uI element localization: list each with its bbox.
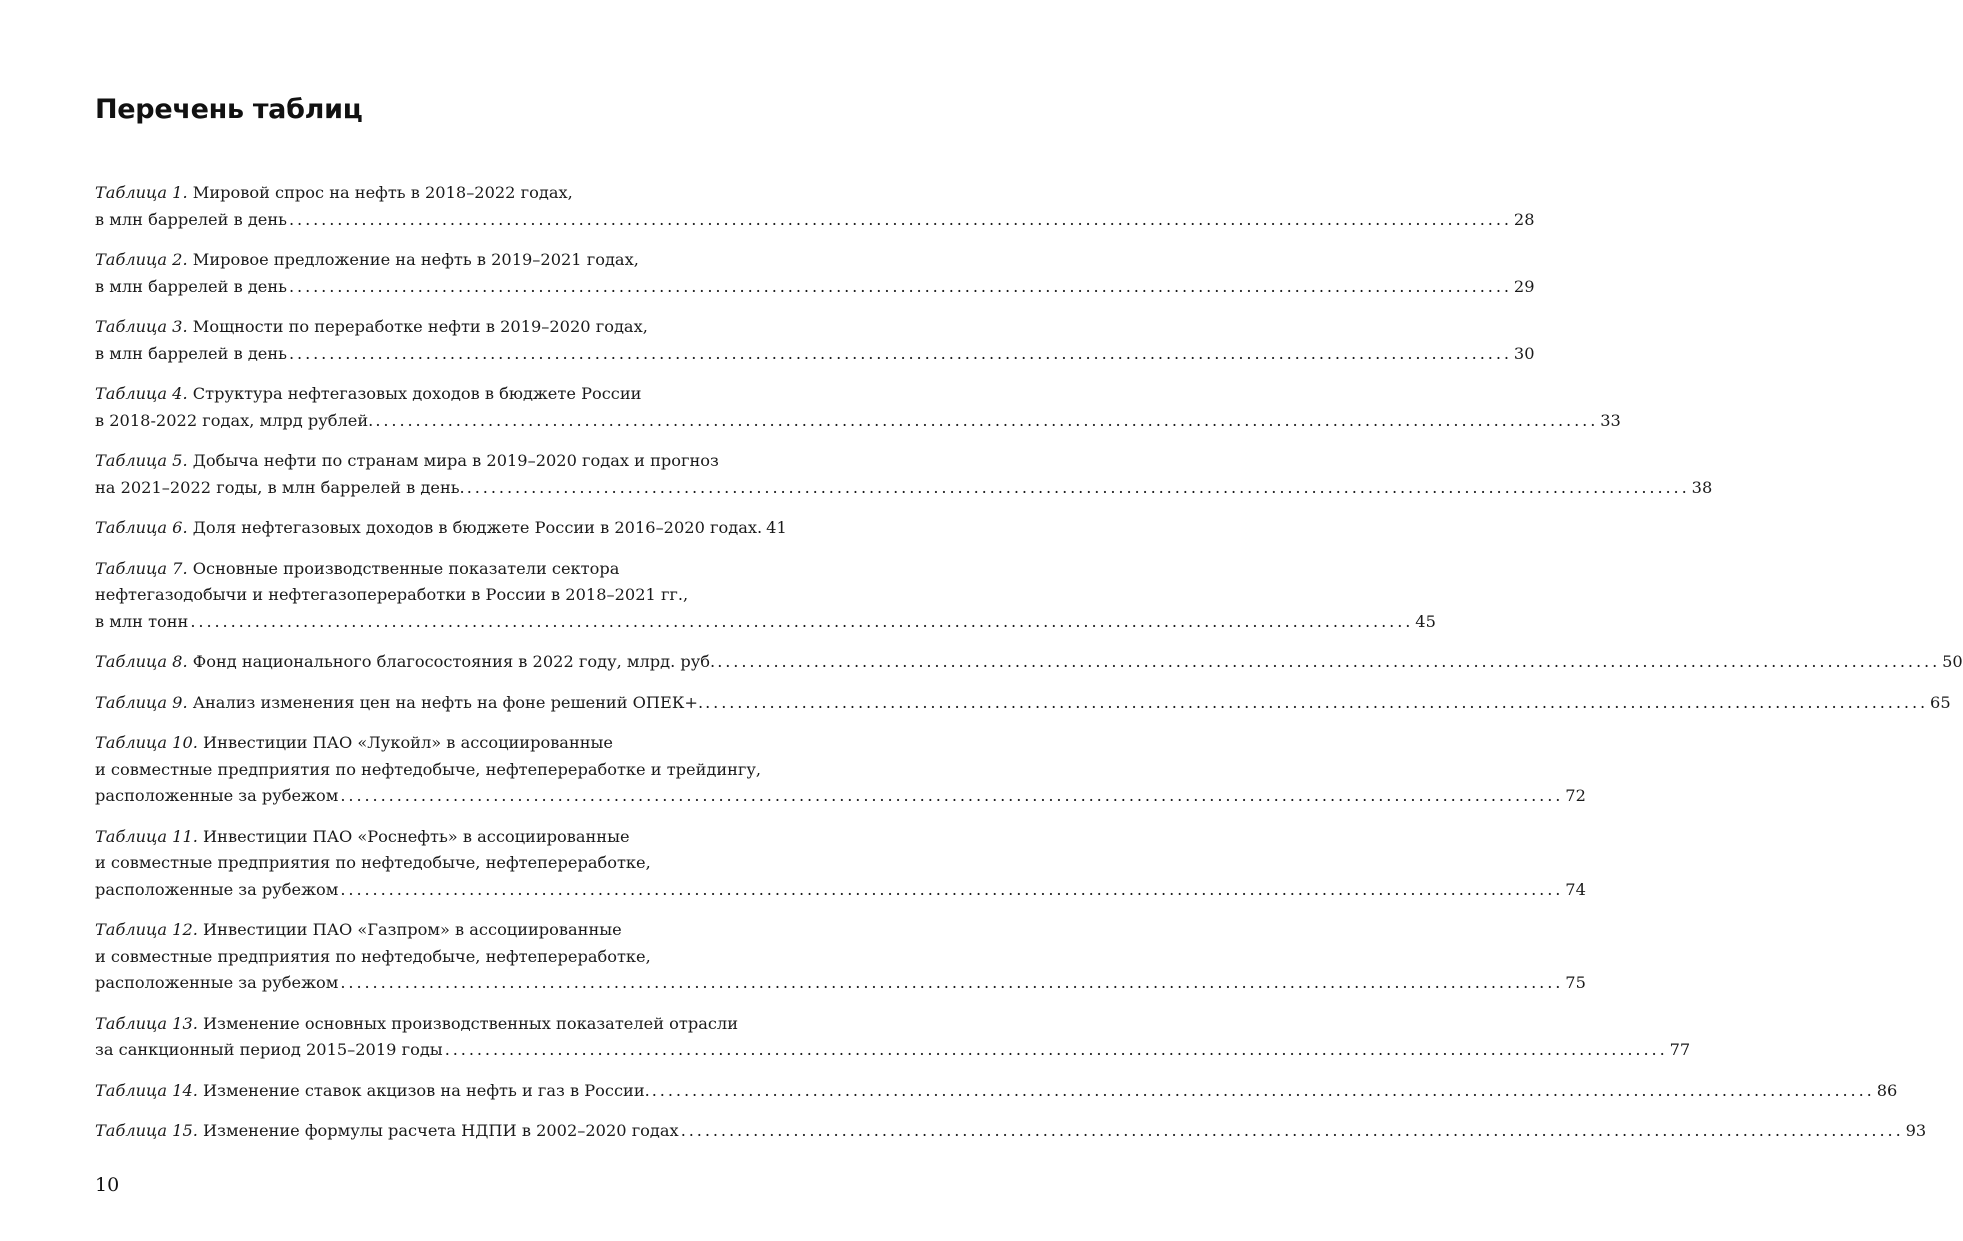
- toc-entry-line: [95, 944, 775, 971]
- toc-entry-line: [95, 247, 775, 274]
- toc-entry-text: Добыча нефти по странам мира в 2019–2020 годах и прогноз: [187, 451, 719, 470]
- toc-entry-last-line: [95, 877, 1586, 904]
- toc-entry-text: Изменение основных производственных показателей отрасли: [197, 1013, 739, 1033]
- toc-entry-last-line: [95, 609, 1436, 636]
- toc-entry-title: расположенные за рубежом: [95, 786, 339, 805]
- toc-entry-text: [95, 877, 338, 904]
- toc-entry-text: [95, 783, 338, 810]
- toc-entry-text: Мощности по переработке нефти в 2019–2020 годах,: [187, 317, 648, 336]
- dot-leader: ........................................................................................................................................................: [717, 652, 1941, 671]
- toc-page-number[interactable]: 28: [1513, 209, 1535, 229]
- toc-entry-line: [95, 180, 775, 207]
- toc-entry-line: [95, 824, 775, 851]
- toc-entry-line: [95, 314, 775, 341]
- toc-entry-line: [95, 448, 775, 475]
- toc-entry-title: Изменение формулы расчета НДПИ в 2002–2020 годах: [197, 1121, 679, 1140]
- toc-page-number[interactable]: 75: [1565, 973, 1586, 992]
- toc-page-number[interactable]: 38: [1691, 477, 1713, 497]
- toc-entry-label: Таблица 5.: [95, 451, 188, 470]
- toc-entry-title: на 2021–2022 годы, в млн баррелей в день.: [95, 477, 465, 497]
- toc-entry[interactable]: [95, 1078, 1898, 1105]
- toc-page-number[interactable]: 74: [1565, 879, 1586, 899]
- toc-entry-last-line: [95, 207, 1535, 234]
- toc-entry-text: [95, 1078, 650, 1105]
- toc-entry-last-line: [95, 1078, 1898, 1105]
- toc-entry-text: Структура нефтегазовых доходов в бюджете России: [187, 384, 642, 403]
- toc-entry-text: [95, 515, 762, 542]
- toc-entry-text: Инвестиции ПАО «Роснефть» в ассоциированные: [197, 826, 630, 846]
- toc-entry[interactable]: [95, 690, 1951, 717]
- toc-entry-label: Таблица 8.: [95, 652, 188, 671]
- toc-page-number[interactable]: 33: [1600, 410, 1621, 430]
- toc-page-number[interactable]: 41: [766, 518, 787, 537]
- toc-entry-label: Таблица 12.: [95, 920, 198, 939]
- toc-entry-title: расположенные за рубежом: [95, 879, 339, 899]
- toc-entry-text: [95, 341, 287, 368]
- toc-entry-last-line: [95, 408, 1621, 435]
- dot-leader: ........................................................................................................................................................: [340, 786, 1564, 805]
- toc-entry[interactable]: [95, 917, 1586, 997]
- toc-entry-line: [95, 757, 775, 784]
- toc-page-number[interactable]: 45: [1415, 611, 1436, 631]
- toc-entry-text: [95, 970, 338, 997]
- toc-entry-title: Анализ изменения цен на нефть на фоне решений ОПЕК+.: [187, 692, 704, 712]
- dot-leader: ........................................................................................................................................................: [651, 1080, 1875, 1100]
- toc-entry-text: Мировой спрос на нефть в 2018–2022 годах,: [187, 183, 573, 202]
- page-number: 10: [95, 1174, 120, 1196]
- toc-entry-last-line: [95, 515, 787, 542]
- toc-entry-text: Инвестиции ПАО «Лукойл» в ассоциированные: [197, 733, 613, 752]
- toc-page-number[interactable]: 50: [1942, 652, 1963, 671]
- toc-entry-line: [95, 1011, 775, 1038]
- toc-entry-title: в млн баррелей в день: [95, 276, 287, 296]
- toc-entry-text: Основные производственные показатели сектора: [187, 558, 620, 578]
- dot-leader: ........................................................................................................................................................: [288, 343, 1512, 363]
- toc-entry-title: за санкционный период 2015–2019 годы: [95, 1040, 443, 1059]
- toc-entry-line: [95, 381, 775, 408]
- dot-leader: ........................................................................................................................................................: [288, 276, 1512, 296]
- toc-entry-text: [95, 609, 188, 636]
- page-title: Перечень таблиц: [95, 94, 363, 125]
- toc-entry-last-line: [95, 1118, 1927, 1145]
- toc-entry-last-line: [95, 475, 1713, 502]
- toc-entry-label: Таблица 15.: [95, 1121, 198, 1140]
- toc-entry[interactable]: [95, 381, 1621, 434]
- toc-entry-last-line: [95, 341, 1535, 368]
- toc-entry[interactable]: [95, 448, 1713, 501]
- toc-entry-text: Мировое предложение на нефть в 2019–2021 годах,: [187, 250, 639, 269]
- dot-leader: ........................................................................................................................................................: [340, 879, 1564, 899]
- toc-entry-text: [95, 274, 287, 301]
- toc-entry[interactable]: [95, 1118, 1927, 1145]
- toc-entry-last-line: [95, 274, 1535, 301]
- toc-entry[interactable]: [95, 247, 1535, 300]
- toc-entry-line: [95, 917, 775, 944]
- toc-entry[interactable]: [95, 556, 1436, 636]
- toc-entry-label: Таблица 13.: [95, 1013, 198, 1033]
- dot-leader: ........................................................................................................................................................: [375, 410, 1599, 430]
- dot-leader: ........................................................................................................................................................: [466, 477, 1690, 497]
- dot-leader: ........................................................................................................................................................: [340, 973, 1564, 992]
- table-of-contents: [95, 180, 1963, 1145]
- toc-entry-label: Таблица 6.: [95, 518, 188, 537]
- toc-entry-label: Таблица 3.: [95, 317, 188, 336]
- toc-page-number[interactable]: 77: [1669, 1040, 1691, 1059]
- toc-entry-line: [95, 556, 775, 583]
- toc-entry-label: Таблица 7.: [95, 558, 188, 578]
- toc-page-number[interactable]: 65: [1930, 692, 1951, 712]
- toc-entry[interactable]: [95, 180, 1535, 233]
- toc-entry-title: в млн баррелей в день: [95, 343, 287, 363]
- toc-entry[interactable]: [95, 824, 1586, 904]
- toc-entry-label: Таблица 1.: [95, 183, 188, 202]
- toc-entry-title: Фонд национального благосостояния в 2022 году, млрд. руб.: [187, 652, 716, 671]
- toc-entry-label: Таблица 9.: [95, 692, 188, 712]
- toc-entry-text: и совместные предприятия по нефтедобыче, нефтепереработке,: [95, 946, 651, 966]
- toc-entry-text: нефтегазодобычи и нефтегазопереработки в России в 2018–2021 гг.,: [95, 585, 689, 604]
- toc-entry[interactable]: [95, 1011, 1691, 1064]
- dot-leader: ........................................................................................................................................................: [288, 209, 1512, 229]
- toc-entry-text: [95, 207, 287, 234]
- toc-entry-text: и совместные предприятия по нефтедобыче, нефтепереработке и трейдингу,: [95, 759, 762, 779]
- toc-entry-label: Таблица 10.: [95, 733, 198, 752]
- toc-entry-label: Таблица 4.: [95, 384, 188, 403]
- toc-entry-line: [95, 582, 775, 609]
- toc-entry-title: Доля нефтегазовых доходов в бюджете России в 2016–2020 годах.: [187, 518, 763, 537]
- toc-entry[interactable]: [95, 649, 1963, 676]
- toc-entry-title: в 2018-2022 годах, млрд рублей.: [95, 410, 374, 430]
- toc-entry-label: Таблица 2.: [95, 250, 188, 269]
- toc-entry-text: Инвестиции ПАО «Газпром» в ассоциированные: [197, 920, 622, 939]
- toc-page-number[interactable]: 30: [1513, 343, 1535, 363]
- toc-page-number[interactable]: 72: [1565, 786, 1586, 805]
- toc-entry-text: [95, 690, 703, 717]
- toc-page-number[interactable]: 29: [1513, 276, 1535, 296]
- toc-entry-last-line: [95, 649, 1963, 676]
- toc-entry-text: [95, 649, 715, 676]
- toc-entry-text: [95, 1118, 679, 1145]
- toc-entry-last-line: [95, 970, 1586, 997]
- toc-entry-text: [95, 475, 465, 502]
- toc-entry-text: [95, 1037, 443, 1064]
- toc-entry-title: в млн баррелей в день: [95, 209, 287, 229]
- dot-leader: ........................................................................................................................................................: [190, 611, 1414, 631]
- toc-page-number[interactable]: 93: [1905, 1121, 1927, 1140]
- toc-entry-text: и совместные предприятия по нефтедобыче, нефтепереработке,: [95, 853, 651, 872]
- toc-entry-title: расположенные за рубежом: [95, 973, 339, 992]
- toc-entry[interactable]: [95, 314, 1535, 367]
- toc-entry-line: [95, 730, 775, 757]
- toc-entry-last-line: [95, 783, 1586, 810]
- toc-entry-label: Таблица 11.: [95, 826, 198, 846]
- dot-leader: ........................................................................................................................................................: [680, 1121, 1904, 1140]
- dot-leader: ........................................................................................................................................................: [444, 1040, 1668, 1059]
- toc-entry[interactable]: [95, 515, 787, 542]
- toc-entry-last-line: [95, 690, 1951, 717]
- dot-leader: ........................................................................................................................................................: [705, 692, 1929, 712]
- toc-entry[interactable]: [95, 730, 1586, 810]
- toc-entry-text: [95, 408, 373, 435]
- toc-entry-last-line: [95, 1037, 1691, 1064]
- toc-entry-line: [95, 850, 775, 877]
- toc-entry-title: в млн тонн: [95, 611, 189, 631]
- toc-entry-label: Таблица 14.: [95, 1080, 198, 1100]
- toc-page-number[interactable]: 86: [1876, 1080, 1898, 1100]
- toc-entry-title: Изменение ставок акцизов на нефть и газ в России.: [197, 1080, 650, 1100]
